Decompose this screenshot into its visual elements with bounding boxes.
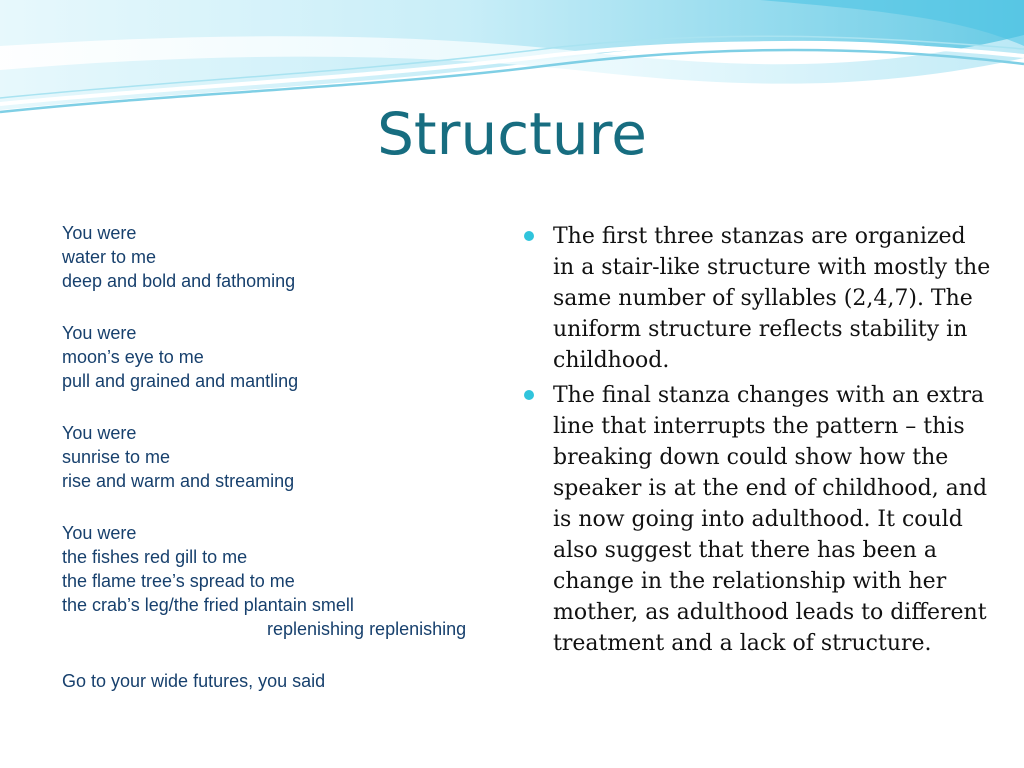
poem-line: rise and warm and streaming <box>62 471 295 491</box>
poem-line: You were <box>62 523 137 543</box>
poem-line: pull and grained and mantling <box>62 371 299 391</box>
poem-line: the flame tree’s spread to me <box>62 571 295 591</box>
poem-line: water to me <box>62 247 157 267</box>
poem-line: Go to your wide futures, you said <box>62 671 326 691</box>
poem-line: moon’s eye to me <box>62 347 204 367</box>
analysis-bullet <box>522 380 992 659</box>
analysis-bullet-list <box>522 221 992 663</box>
poem-line: the crab’s leg/the fried plantain smell <box>62 595 354 615</box>
poem-stanza-1 <box>62 221 512 293</box>
poem-stanza-2 <box>62 321 512 393</box>
poem-line: the fishes red gill to me <box>62 547 248 567</box>
poem-line: deep and bold and fathoming <box>62 271 296 291</box>
poem-closing-line <box>62 669 512 693</box>
poem-line-indented: replenishing replenishing <box>267 619 467 639</box>
poem-stanza-4 <box>62 521 512 641</box>
analysis-bullet <box>522 221 992 376</box>
poem-line: You were <box>62 223 137 243</box>
bullet-text: The final stanza changes with an extra line that interrupts the pattern – this breaking down could show how the speaker is at the end of childhood, and is now going into adulthood. It could also suggest that there has been a change in the relationship with her mother, as adulthood leads to different treatment and a lack of structure. <box>553 383 988 656</box>
poem-line: sunrise to me <box>62 447 171 467</box>
poem-line: You were <box>62 423 137 443</box>
poem-line: You were <box>62 323 137 343</box>
bullet-dot-icon <box>524 231 534 241</box>
poem-stanza-3 <box>62 421 512 493</box>
bullet-dot-icon <box>524 390 534 400</box>
bullet-text: The first three stanzas are organized in a stair-like structure with mostly the same number of syllables (2,4,7). The uniform structure reflects stability in childhood. <box>553 224 991 373</box>
slide-title: Structure <box>377 100 647 168</box>
poem-excerpt <box>62 221 512 721</box>
